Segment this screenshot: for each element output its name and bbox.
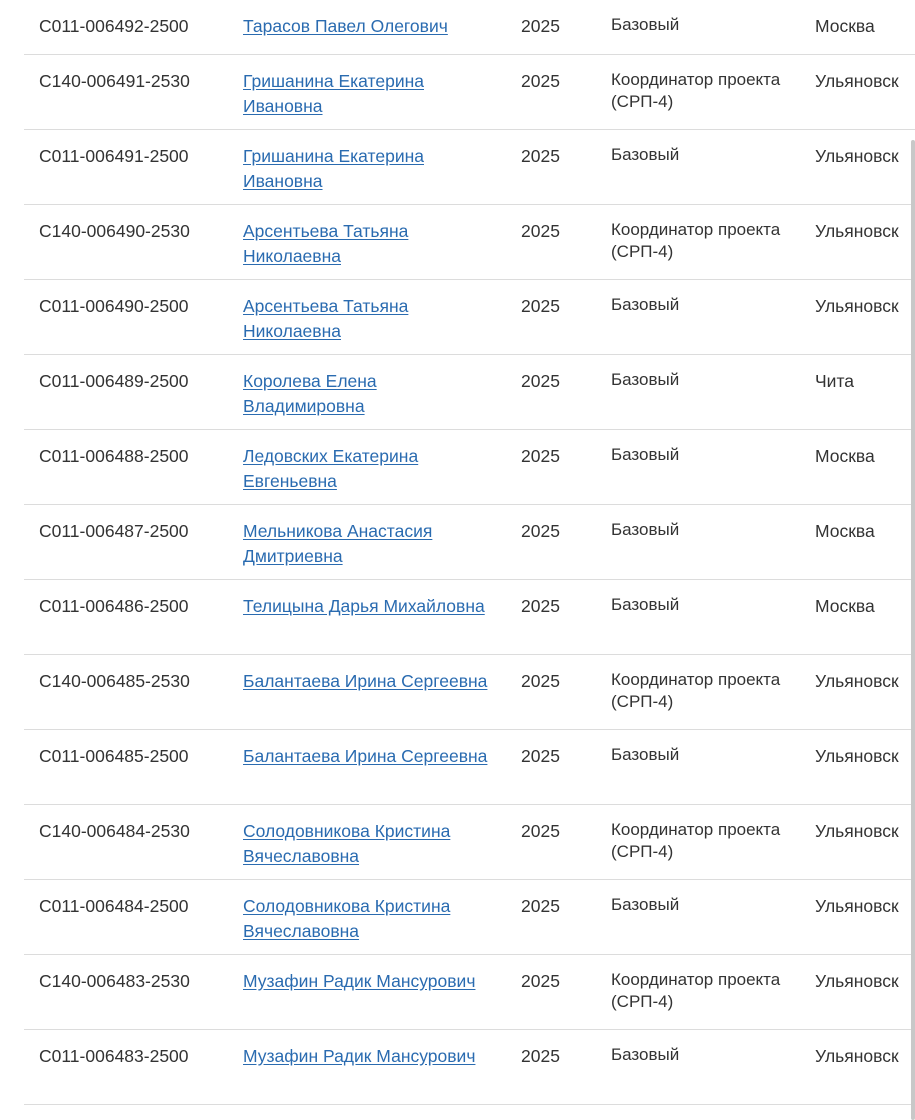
name-cell <box>243 819 493 869</box>
name-cell <box>243 669 493 694</box>
year-cell: 2025 <box>521 821 560 841</box>
table-row <box>24 1030 915 1105</box>
name-cell <box>243 14 448 39</box>
year-cell: 2025 <box>521 671 560 691</box>
type-cell: Базовый <box>611 595 680 614</box>
person-link[interactable]: Солодовникова Кристина Вячеславовна <box>243 821 451 866</box>
city-cell: Москва <box>815 596 875 616</box>
city-cell: Чита <box>815 371 854 391</box>
person-link[interactable]: Арсентьева Татьяна Николаевна <box>243 221 409 266</box>
type-cell: Базовый <box>611 295 680 314</box>
person-link[interactable]: Солодовникова Кристина Вячеславовна <box>243 896 451 941</box>
year-cell: 2025 <box>521 446 560 466</box>
table-row <box>24 955 915 1030</box>
year-cell: 2025 <box>521 746 560 766</box>
code-cell: C011-006485-2500 <box>39 746 189 766</box>
person-link[interactable]: Гришанина Екатерина Ивановна <box>243 71 424 116</box>
type-cell: Базовый <box>611 445 680 464</box>
code-cell: C011-006484-2500 <box>39 896 189 916</box>
city-cell: Москва <box>815 521 875 541</box>
table-row <box>24 805 915 880</box>
year-cell: 2025 <box>521 971 560 991</box>
type-cell: Базовый <box>611 745 680 764</box>
city-cell: Ульяновск <box>815 296 899 316</box>
table-row <box>24 580 915 655</box>
code-cell: C140-006490-2530 <box>39 221 190 241</box>
year-cell: 2025 <box>521 896 560 916</box>
name-cell <box>243 444 493 494</box>
code-cell: C011-006491-2500 <box>39 146 189 166</box>
table-row <box>24 130 915 205</box>
city-cell: Ульяновск <box>815 71 899 91</box>
type-cell: Базовый <box>611 370 680 389</box>
person-link[interactable]: Музафин Радик Мансурович <box>243 1046 476 1066</box>
person-link[interactable]: Арсентьева Татьяна Николаевна <box>243 296 409 341</box>
year-cell: 2025 <box>521 71 560 91</box>
city-cell: Ульяновск <box>815 146 899 166</box>
code-cell: C011-006487-2500 <box>39 521 189 541</box>
code-cell: C140-006491-2530 <box>39 71 190 91</box>
city-cell: Ульяновск <box>815 671 899 691</box>
name-cell <box>243 294 493 344</box>
code-cell: C011-006483-2500 <box>39 1046 189 1066</box>
name-cell <box>243 369 493 419</box>
city-cell: Ульяновск <box>815 746 899 766</box>
year-cell: 2025 <box>521 1046 560 1066</box>
person-link[interactable]: Телицына Дарья Михайловна <box>243 596 485 616</box>
person-link[interactable]: Гришанина Екатерина Ивановна <box>243 146 424 191</box>
code-cell: C140-006485-2530 <box>39 671 190 691</box>
results-table <box>24 0 915 1105</box>
year-cell: 2025 <box>521 16 560 36</box>
type-cell: Базовый <box>611 145 680 164</box>
year-cell: 2025 <box>521 296 560 316</box>
name-cell <box>243 69 493 119</box>
city-cell: Ульяновск <box>815 221 899 241</box>
type-cell: Базовый <box>611 15 680 34</box>
table-row <box>24 730 915 805</box>
person-link[interactable]: Балантаева Ирина Сергеевна <box>243 671 488 691</box>
year-cell: 2025 <box>521 521 560 541</box>
code-cell: C011-006492-2500 <box>39 16 189 36</box>
type-cell: Координатор проекта (СРП-4) <box>611 220 781 261</box>
name-cell <box>243 894 493 944</box>
table-row <box>24 205 915 280</box>
person-link[interactable]: Музафин Радик Мансурович <box>243 971 476 991</box>
person-link[interactable]: Ледовских Екатерина Евгеньевна <box>243 446 419 491</box>
name-cell <box>243 144 493 194</box>
table-row <box>24 880 915 955</box>
table-row <box>24 55 915 130</box>
table-row <box>24 355 915 430</box>
person-link[interactable]: Балантаева Ирина Сергеевна <box>243 746 488 766</box>
person-link[interactable]: Мельникова Анастасия Дмитриевна <box>243 521 433 566</box>
city-cell: Ульяновск <box>815 896 899 916</box>
name-cell <box>243 519 493 569</box>
table-row <box>24 505 915 580</box>
type-cell: Координатор проекта (СРП-4) <box>611 820 781 861</box>
year-cell: 2025 <box>521 221 560 241</box>
code-cell: C011-006486-2500 <box>39 596 189 616</box>
year-cell: 2025 <box>521 371 560 391</box>
name-cell <box>243 744 493 769</box>
person-link[interactable]: Тарасов Павел Олегович <box>243 16 448 36</box>
name-cell <box>243 594 493 619</box>
type-cell: Координатор проекта (СРП-4) <box>611 70 781 111</box>
city-cell: Ульяновск <box>815 821 899 841</box>
name-cell <box>243 969 493 994</box>
code-cell: C011-006490-2500 <box>39 296 189 316</box>
vertical-scrollbar[interactable] <box>911 140 915 1120</box>
table-row <box>24 430 915 505</box>
city-cell: Ульяновск <box>815 1046 899 1066</box>
person-link[interactable]: Королева Елена Владимировна <box>243 371 377 416</box>
code-cell: C011-006489-2500 <box>39 371 189 391</box>
year-cell: 2025 <box>521 146 560 166</box>
city-cell: Ульяновск <box>815 971 899 991</box>
code-cell: C011-006488-2500 <box>39 446 189 466</box>
type-cell: Базовый <box>611 1045 680 1064</box>
type-cell: Координатор проекта (СРП-4) <box>611 670 781 711</box>
type-cell: Координатор проекта (СРП-4) <box>611 970 781 1011</box>
code-cell: C140-006483-2530 <box>39 971 190 991</box>
year-cell: 2025 <box>521 596 560 616</box>
table-row <box>24 0 915 55</box>
name-cell <box>243 219 493 269</box>
code-cell: C140-006484-2530 <box>39 821 190 841</box>
type-cell: Базовый <box>611 895 680 914</box>
table-row <box>24 655 915 730</box>
city-cell: Москва <box>815 446 875 466</box>
name-cell <box>243 1044 493 1069</box>
table-row <box>24 280 915 355</box>
type-cell: Базовый <box>611 520 680 539</box>
city-cell: Москва <box>815 16 875 36</box>
